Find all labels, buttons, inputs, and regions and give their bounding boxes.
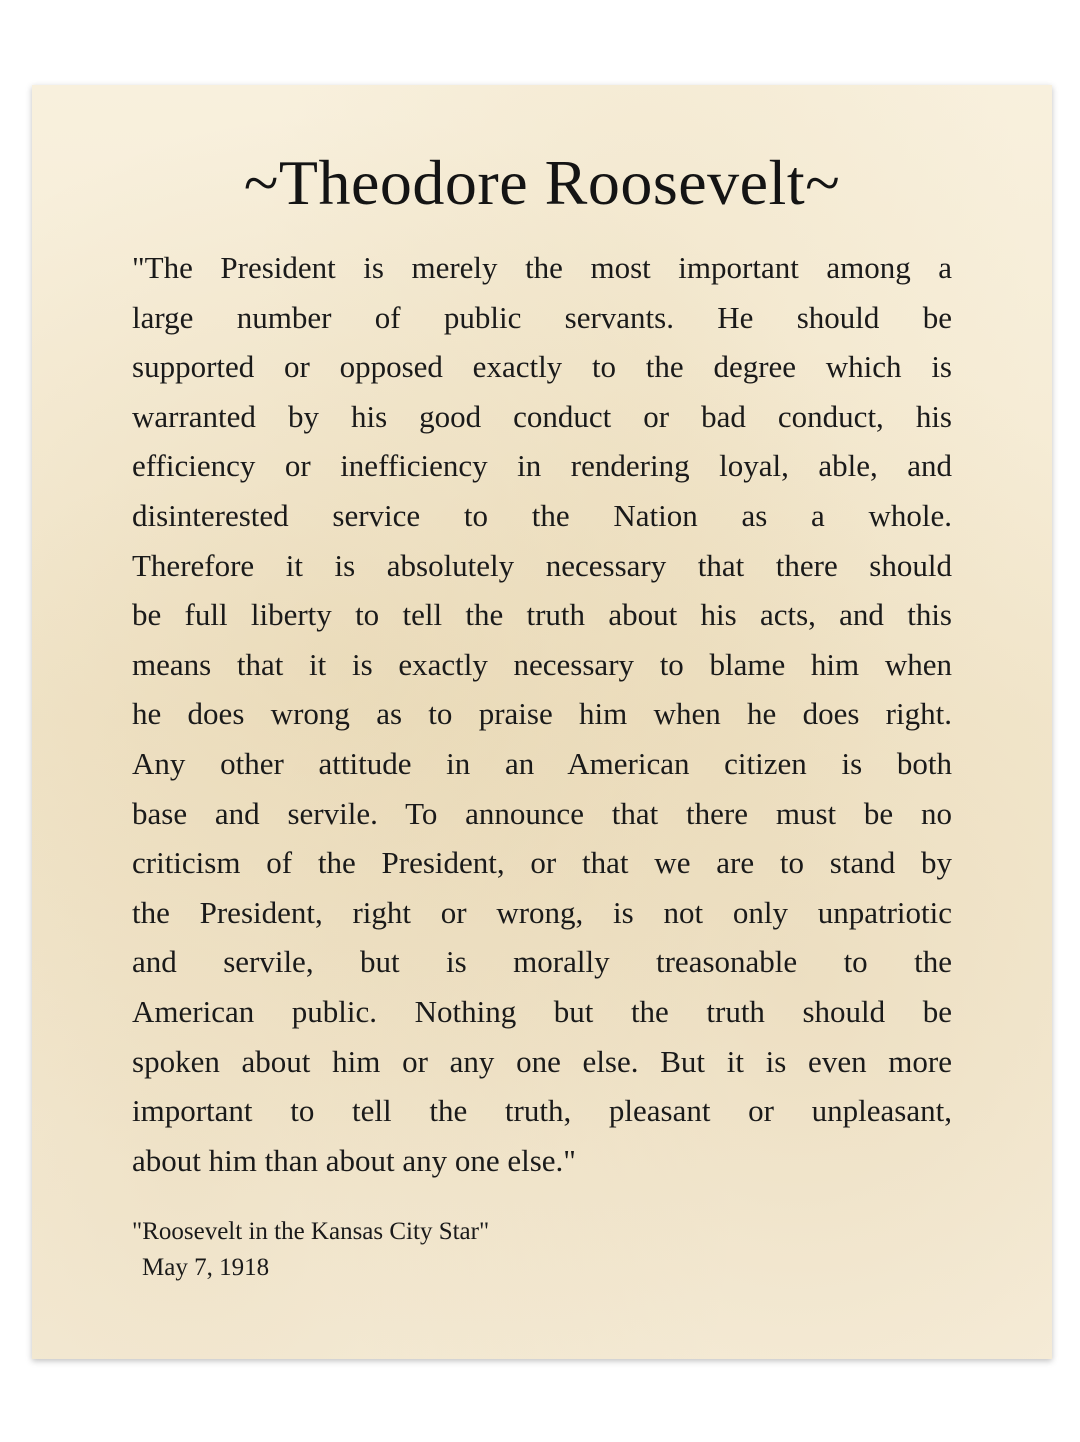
quote-line: important to tell the truth, pleasant or unpleasant, <box>132 1093 952 1129</box>
quote-source: "Roosevelt in the Kansas City Star" <box>132 1218 490 1245</box>
quote-line: he does wrong as to praise him when he does right. <box>132 696 952 732</box>
quote-line: American public. Nothing but the truth should be <box>132 993 952 1029</box>
quote-line: the President, right or wrong, is not only unpatriotic <box>132 894 952 930</box>
quote-date: May 7, 1918 <box>142 1254 270 1281</box>
paper-sheet <box>32 85 1052 1359</box>
quote-body <box>132 243 952 1185</box>
quote-line: efficiency or inefficiency in rendering loyal, able, and <box>132 448 952 484</box>
quote-line: Any other attitude in an American citizen is both <box>132 745 952 781</box>
quote-line: means that it is exactly necessary to blame him when <box>132 646 952 682</box>
quote-line: large number of public servants. He should be <box>132 299 952 335</box>
quote-line: supported or opposed exactly to the degree which is <box>132 349 952 385</box>
quote-line: disinterested service to the Nation as a whole. <box>132 497 952 533</box>
quote-line: spoken about him or any one else. But it is even more <box>132 1043 952 1079</box>
quote-line: be full liberty to tell the truth about his acts, and this <box>132 597 952 633</box>
page-title: ~Theodore Roosevelt~ <box>243 147 841 218</box>
quote-line: warranted by his good conduct or bad conduct, his <box>132 398 952 434</box>
quote-line: and servile, but is morally treasonable to the <box>132 944 952 980</box>
quote-line: Therefore it is absolutely necessary that there should <box>132 547 952 583</box>
quote-line: criticism of the President, or that we are to stand by <box>132 845 952 881</box>
quote-line: "The President is merely the most important among a <box>132 250 952 285</box>
quote-line: base and servile. To announce that there must be no <box>132 795 952 831</box>
quote-line: about him than about any one else." <box>132 1142 576 1178</box>
